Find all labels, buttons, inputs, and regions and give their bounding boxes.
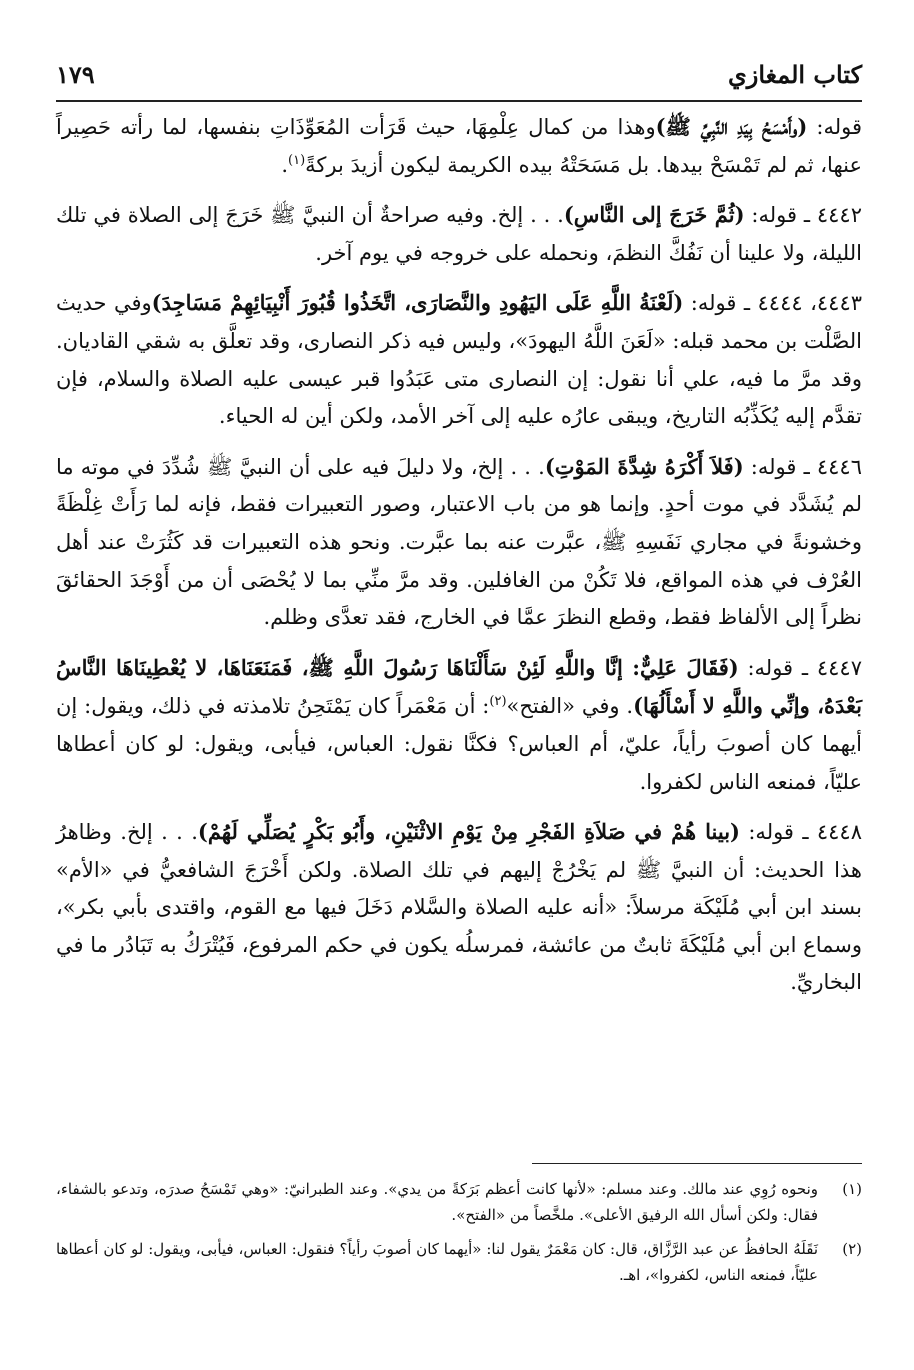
paragraph-text: . . . إلخ، ولا دليلَ فيه على أن النبيَّ ﷺ شُدِّدَ في موته ما لم يُشَدَّد في موت أحدٍ. وإنما هو من باب الاعتبار، وصور التعبيرات فقط، فإنه لما رَأَتْ غِلْظَةً وخشونةً في مجاري نَفَسِهِ ﷺ، عبَّرت عنه بما عبَّرت. ونحو هذه التعبيرات قد كَثُرَتْ عند أهل العُرْف في هذه المواقع، فلا تَكُنْ من الغافلين. وقد مرَّ منِّي بما لا يُحْصَى أن من أَوْجَدَ الحقائقَ نظراً إلى الألفاظ فقط، وقطع النظرَ عمَّا في الخارج، فقد تعدَّى وظلم.	[56, 454, 862, 630]
paragraph	[56, 448, 862, 637]
paragraph-label: قوله:	[807, 115, 863, 139]
hadith-quote: (وأَمْسَحُ بِيَدِ النَّبِيِّ ﷺ)	[655, 114, 808, 139]
page-header	[56, 52, 862, 96]
paragraph-label: ٤٤٤٨ ـ قوله:	[739, 820, 862, 845]
footnote-text: نَقَلَهُ الحافظُ عن عبد الرَّزَّاق، قال: كان مَعْمَرٌ يقول لنا: «أيهما كان أصوبَ رأياً؟ فنقول: العباس، فيأبى، ويقول: لو كان أعطاها عليّاً، فمنعه الناس، لكفروا»، اهـ.	[56, 1240, 818, 1284]
paragraph-text: . . . إلخ. وفيه صراحةٌ أن النبيَّ ﷺ خَرَجَ إلى الصلاة في تلك الليلة، ولا علينا أن نَفُكَّ النظمَ، ونحمله على خروجه في يوم آخر.	[56, 203, 862, 265]
footnote-ref[interactable]: (٢)	[489, 694, 507, 710]
paragraph	[56, 813, 862, 1002]
paragraph-label: ٤٤٤٣، ٤٤٤٤ ـ قوله:	[683, 291, 863, 316]
paragraph-tail: : أن مَعْمَراً كان يَمْتَحِنُ تلامذته في ذلك، ويقول: إن أيهما كان أصوبَ رأياً، عليّ، أم العباس؟ فكنَّا نقول: العباس، فيأبى، ويقول: لو كان أعطاها عليّاً، فمنعه الناس لكفروا.	[56, 694, 862, 794]
footnotes	[56, 1176, 862, 1296]
footnote-divider	[532, 1163, 862, 1164]
header-divider	[56, 100, 862, 102]
footnote-number: (١)	[842, 1180, 862, 1198]
paragraph-label: ٤٤٤٧ ـ قوله:	[738, 655, 862, 680]
footnote	[56, 1236, 862, 1288]
hadith-quote: (لَعْنَةُ اللَّهِ عَلَى اليَهُودِ والنَّصَارَى، اتَّخَذُوا قُبُورَ أَنْبِيَائِهِمْ مَسَاجِدَ)	[151, 290, 684, 316]
hadith-quote: (ثُمَّ خَرَجَ إلى النَّاسِ)	[563, 202, 745, 228]
paragraph-label: ٤٤٤٦ ـ قوله:	[743, 454, 862, 479]
footnote-text: ونحوه رُوِي عند مالك. وعند مسلم: «لأنها كانت أعظم بَرَكةً من يدي». وعند الطبرانيّ: «وهي تَمْسَحُ صدرَه، وتدعو بالشفاء، فقال: ولكن أسأل الله الرفيق الأعلى». ملخَّصاً من «الفتح».	[56, 1180, 818, 1224]
paragraph-tail: .	[281, 152, 288, 177]
paragraph-text: . . . إلخ. وظاهرُ هذا الحديث: أن النبيَّ ﷺ لم يَخْرُجْ إليهم في تلك الصلاة. ولكن أَخْرَجَ الشافعيُّ في «الأم» بسند ابن أبي مُلَيْكَة مرسلاً: «أنه عليه الصلاة والسَّلام دَخَلَ فيها مع القوم، واقتدى بأبي بكر»، وسماع ابن أبي مُلَيْكَةَ ثابتٌ من عائشة، فمرسلُه يكون في حكم المرفوع، فَيُتْرَكُ به تَبَادُر ما في البخاريِّ.	[56, 820, 862, 995]
footnote-number: (٢)	[842, 1240, 862, 1258]
footnote	[56, 1176, 862, 1228]
footnote-ref[interactable]: (١)	[288, 152, 306, 168]
paragraph	[56, 649, 862, 801]
paragraph	[56, 108, 862, 184]
book-title: كتاب المغازي	[727, 59, 862, 89]
main-text	[56, 108, 862, 1014]
paragraph-label: ٤٤٤٢ ـ قوله:	[744, 203, 862, 228]
paragraph	[56, 284, 862, 435]
hadith-quote: (فَقَالَ عَلِيٌّ: إنَّا واللَّهِ لَئِنْ سَأَلْنَاهَا رَسُولَ اللَّهِ ﷺ، فَمَنَعَنَاهَا، لا يُعْطِينَاهَا النَّاسُ بَعْدَهُ، وإنِّي واللَّهِ لا أَسْأَلُهَا)	[56, 654, 862, 719]
hadith-quote: (بينا هُمْ في صَلاَةِ الفَجْرِ مِنْ يَوْمِ الاثْنَيْنِ، وأَبُو بَكْرٍ يُصَلِّي لَهُمْ)	[197, 819, 740, 845]
paragraph-text: . وفي «الفتح»	[506, 694, 634, 719]
paragraph	[56, 196, 862, 272]
paragraph-text: وفي حديث الصَّلْت بن محمد قبله: «لَعَنَ اللَّهُ اليهودَ»، وليس فيه ذكر النصارى، وقد تعلَّق به شقي القاديان. وقد مرَّ ما فيه، علي أنا نقول: إن النصارى متى عَبَدُوا قبر عيسى عليه الصلاة والسلام، فإن تقدَّم إليه يُكَذِّبُه التاريخ، ويبقى عارُه عليه إلى آخر الأمد، ولكن أين له الحياء.	[56, 291, 862, 429]
page-number: ١٧٩	[56, 59, 95, 89]
hadith-quote: (فَلاَ أَكْرَهُ شِدَّةَ المَوْتِ)	[544, 453, 744, 479]
paragraph-text: وهذا من كمال عِلْمِهَا، حيث قَرَأت المُعَوِّذَاتِ بنفسها، لما رأته حَصِيراً عنها، ثم لم تَمْسَحْ بيدها. بل مَسَحَتْهُ بيده الكريمة ليكون أزيدَ بركةً	[56, 115, 862, 177]
